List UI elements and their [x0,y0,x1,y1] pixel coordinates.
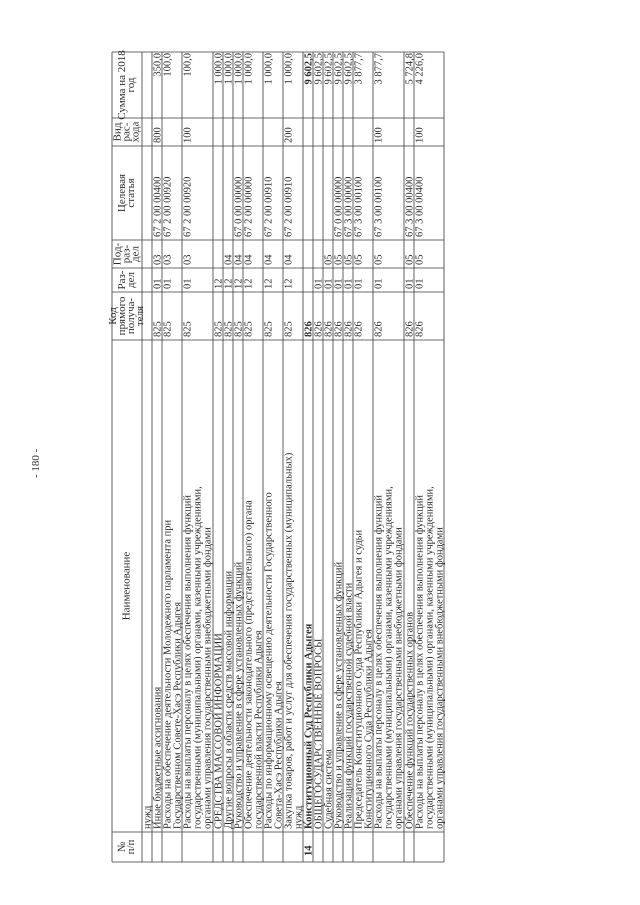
row-name: Реализация функций государственной судебной власти [343,582,355,829]
header-podrazdel: раз- [120,244,133,264]
row-code: 826 [404,321,416,337]
row-name: нужд [142,805,154,829]
row-vid: 200 [283,127,295,143]
row-statya: 67 2 00 00920 [182,176,194,237]
row-name: Расходы на выплаты персоналу в целях обеспечения выполнения функций [414,494,426,829]
row-code: 825 [162,321,174,337]
row-vid: 100 [414,127,426,143]
row-number: 14 [303,845,315,856]
row-name: государственными (муниципальными) органами, казенными учреждениями, [383,486,395,829]
row-summa: 5 724,8 [404,53,416,85]
header-summa: Сумма на 2018 [116,50,129,120]
row-statya: 67 3 00 00100 [373,176,385,237]
row-statya: 67 3 00 00100 [353,176,365,237]
row-summa: 9 602,5 [303,53,315,85]
row-statya: 67 0 00 00000 [333,176,345,237]
row-razdel: 01 [182,278,194,289]
row-podrazdel: 04 [263,254,275,265]
row-code: 826 [323,321,335,337]
row-summa: 350,0 [152,53,164,77]
row-podrazdel: 05 [343,254,355,265]
row-razdel: 01 [404,278,416,289]
row-razdel: 01 [333,278,345,289]
header-name: Наименование [120,551,133,621]
row-name: Руководство и управление в сфере установленных функций [333,561,345,829]
row-code: 825 [283,321,295,337]
row-podrazdel: 05 [414,254,426,265]
row-code: 825 [263,321,275,337]
row-razdel: 12 [263,278,275,289]
row-name: Другие вопросы в области средств массовой информации [223,570,235,829]
row-vid: 800 [152,127,164,143]
row-summa: 1 000,0 [223,53,235,85]
row-summa: 9 602,5 [323,53,335,85]
row-podrazdel: 04 [223,254,235,265]
row-name: государственными (муниципальными) органами, казенными учреждениями, [192,486,204,829]
row-code: 826 [373,321,385,337]
row-summa: 9 602,5 [333,53,345,85]
row-podrazdel: 04 [283,254,295,265]
row-statya: 67 2 00 00910 [263,176,275,237]
header-num: № [116,841,129,853]
row-razdel: 12 [243,278,255,289]
row-summa: 3 877,7 [373,53,385,85]
row-podrazdel: 05 [404,254,416,265]
header-code: Код [107,307,120,325]
row-name: Иные бюджетные ассигнования [152,686,164,829]
row-summa: 1 000,0 [243,53,255,85]
header-statya: статья [125,178,138,208]
row-razdel: 01 [323,278,335,289]
row-name: Обеспечение деятельности законодательного (представительного) органа [243,500,255,829]
row-podrazdel: 05 [373,254,385,265]
row-summa: 1 000,0 [283,53,295,85]
header-num: п/п [125,839,138,855]
row-statya: 67 3 00 00400 [404,176,416,237]
row-razdel: 12 [233,278,245,289]
row-podrazdel: 03 [182,254,194,265]
row-summa: 1 000,0 [263,53,275,85]
row-name: Обеспечение функций государственных органов [404,611,416,829]
row-statya: 67 3 00 00400 [414,176,426,237]
row-razdel: 12 [283,278,295,289]
row-razdel: 01 [414,278,426,289]
row-name: Государственном Совете-Хасэ Республики Адыгея [172,601,184,829]
row-summa: 1 000,0 [233,53,245,85]
row-name: Судебная система [323,749,335,829]
row-name: Совета-Хасэ Республики Адыгея [273,681,285,829]
header-code: теля [134,305,147,327]
row-summa: 100,0 [182,53,194,77]
row-podrazdel: 04 [243,254,255,265]
row-name: Закупка товаров, работ и услуг для обеспечения государственных (муниципальных) [283,452,295,829]
row-razdel: 01 [343,278,355,289]
row-code: 825 [233,321,245,337]
row-statya: 67 2 00 00920 [162,176,174,237]
row-razdel: 01 [353,278,365,289]
row-statya: 67 2 00 00000 [243,176,255,237]
row-summa: 3 877,7 [353,53,365,85]
row-podrazdel: 03 [162,254,174,265]
row-name: Конституционного Суда Республики Адыгея [363,629,375,829]
row-code: 826 [343,321,355,337]
header-razdel: Раз- [116,270,129,290]
row-name: нужд [293,805,305,829]
row-podrazdel: 05 [333,254,345,265]
row-name: органами управления государственными внебюджетными фондами [202,527,214,829]
row-code: 825 [243,321,255,337]
row-code: 825 [182,321,194,337]
row-razdel: 12 [223,278,235,289]
row-statya: 67 2 00 00910 [283,176,295,237]
row-razdel: 01 [313,278,325,289]
row-vid: 100 [182,127,194,143]
row-podrazdel: 04 [233,254,245,265]
page-number: - 180 - [30,448,42,478]
row-name: органами управления государственными внебюджетными фондами [434,527,446,829]
row-name: Руководство и управление в сфере установленных функций [233,561,245,829]
row-razdel: 01 [152,278,164,289]
row-name: Расходы на обеспечение деятельности Молодежного парламента при [162,519,174,829]
row-podrazdel: 05 [353,254,365,265]
row-razdel: 01 [373,278,385,289]
row-name: Расходы по информационному освещению деятельности Государственного [263,492,275,829]
row-code: 825 [223,321,235,337]
row-code: 826 [353,321,365,337]
row-code: 825 [213,321,225,337]
header-code: получа- [125,297,138,335]
header-vid: Вид [111,122,124,142]
row-statya: 67 2 00 00400 [152,176,164,237]
row-podrazdel: 05 [323,254,335,265]
row-code: 825 [152,321,164,337]
row-statya: 67 3 00 00000 [343,176,355,237]
row-summa: 100,0 [162,53,174,77]
row-summa: 1 000,0 [213,53,225,85]
header-podrazdel: дел [129,246,142,262]
row-name: СРЕДСТВА МАССОВОЙ ИНФОРМАЦИИ [213,633,225,829]
row-name: государственными (муниципальными) органами, казенными учреждениями, [424,486,436,829]
row-summa: 4 226,0 [414,53,426,85]
header-code: прямого [116,296,129,336]
header-vid: хода [129,121,142,143]
row-summa: 9 602,5 [343,53,355,85]
header-statya: Целевая [116,173,129,213]
header-razdel: дел [125,272,138,288]
header-summa: год [125,77,138,93]
row-razdel: 01 [162,278,174,289]
header-podrazdel: Под- [111,242,124,266]
row-statya: 67 0 00 00000 [233,176,245,237]
row-name: государственной власти Республики Адыгея [253,630,265,829]
row-name: Расходы на выплаты персоналу в целях обеспечения выполнения функций [373,494,385,829]
row-code: 826 [303,321,315,337]
row-podrazdel: 03 [152,254,164,265]
header-vid: рас- [120,122,133,142]
row-name: Расходы на выплаты персоналу в целях обеспечения выполнения функций [182,494,194,829]
table-content [107,50,445,856]
row-code: 826 [414,321,426,337]
row-vid: 100 [373,127,385,143]
row-name: Председатель Конституционного Суда Республики Адыгея и судьи [353,529,365,829]
row-name: Конституционный Суд Республики Адыгея [303,623,315,829]
row-summa: 9 602,5 [313,53,325,85]
row-razdel: 12 [213,278,225,289]
row-code: 826 [313,321,325,337]
row-name: ОБЩЕГОСУДАРСТВЕННЫЕ ВОПРОСЫ [313,638,325,829]
row-name: органами управления государственными внебюджетными фондами [393,527,405,829]
row-code: 826 [333,321,345,337]
